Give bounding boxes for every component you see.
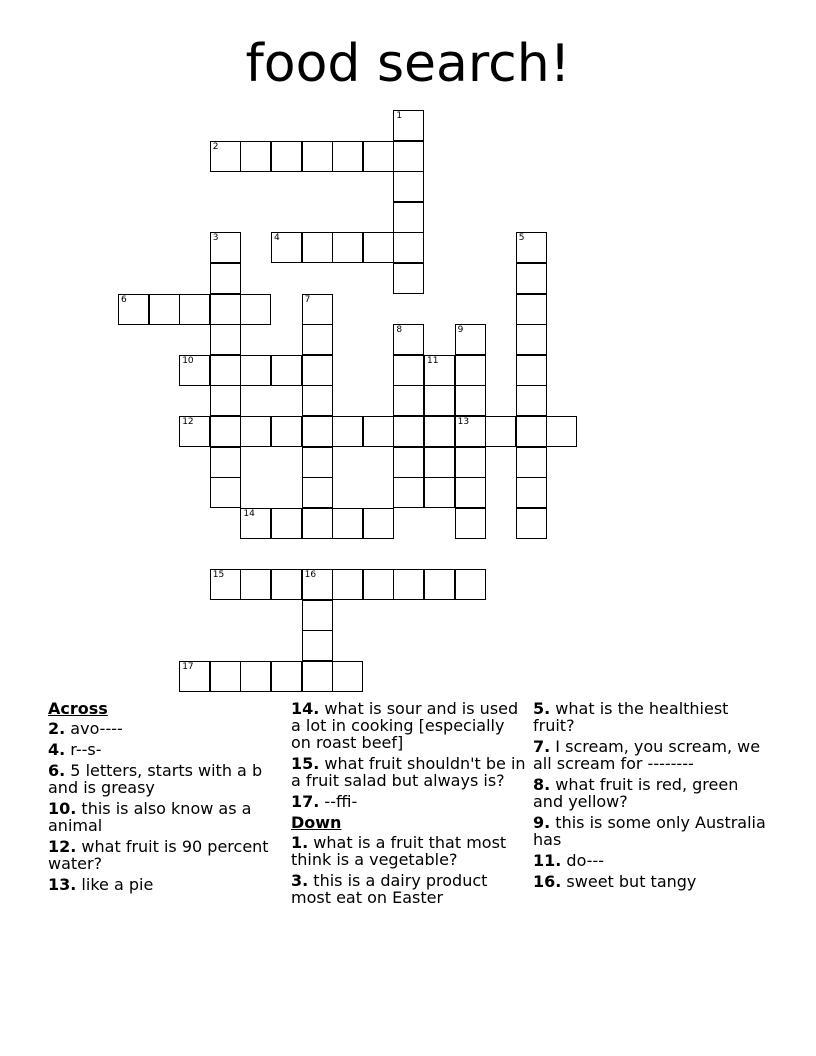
- grid-cell[interactable]: [516, 508, 547, 539]
- grid-cell[interactable]: [332, 569, 363, 600]
- clue-number-label: 14.: [291, 699, 320, 718]
- grid-cell[interactable]: [302, 141, 333, 172]
- grid-cell[interactable]: [424, 477, 455, 508]
- clue-number-label: 17.: [291, 792, 320, 811]
- grid-cell[interactable]: [302, 385, 333, 416]
- grid-cell[interactable]: [302, 508, 333, 539]
- clue-number-label: 1.: [291, 833, 309, 852]
- grid-cell[interactable]: [210, 355, 241, 386]
- across-heading: Across: [48, 699, 108, 718]
- grid-cell[interactable]: [516, 294, 547, 325]
- down-clues-continued: [533, 700, 773, 890]
- grid-cell[interactable]: [302, 447, 333, 478]
- clue-number: 13: [457, 417, 470, 427]
- grid-cell[interactable]: [302, 324, 333, 355]
- clue-text: --ffi-: [319, 792, 358, 811]
- grid-cell[interactable]: [455, 355, 486, 386]
- grid-cell[interactable]: [455, 324, 486, 355]
- grid-cell[interactable]: [455, 477, 486, 508]
- grid-cell[interactable]: [363, 508, 394, 539]
- grid-cell[interactable]: [393, 141, 424, 172]
- clue: [291, 700, 527, 751]
- clue-number: 15: [212, 570, 225, 580]
- grid-cell[interactable]: [271, 355, 302, 386]
- grid-cell[interactable]: [179, 294, 210, 325]
- grid-cell[interactable]: [302, 569, 333, 600]
- grid-cell[interactable]: [210, 141, 241, 172]
- clue: [533, 738, 773, 772]
- clue-text: what fruit is 90 percent water?: [48, 837, 269, 873]
- grid-cell[interactable]: [393, 416, 424, 447]
- clue: [291, 755, 527, 789]
- clue-number-label: 2.: [48, 719, 66, 738]
- clue-number: 5: [518, 233, 525, 244]
- grid-cell[interactable]: [393, 447, 424, 478]
- grid-cell[interactable]: [393, 355, 424, 386]
- grid-cell[interactable]: [210, 447, 241, 478]
- grid-cell[interactable]: [302, 477, 333, 508]
- clue: [291, 834, 527, 868]
- clue-text: what is the healthiest fruit?: [533, 699, 729, 735]
- clue-text: what is sour and is used a lot in cooking [especially on roast beef]: [291, 699, 519, 752]
- clue: [291, 872, 527, 906]
- grid-cell[interactable]: [393, 477, 424, 508]
- clue-column-3: [533, 700, 773, 894]
- grid-cell[interactable]: [332, 508, 363, 539]
- grid-cell[interactable]: [210, 385, 241, 416]
- grid-cell[interactable]: [393, 110, 424, 141]
- clue-number: 11: [427, 355, 439, 366]
- grid-cell[interactable]: [516, 324, 547, 355]
- grid-cell[interactable]: [516, 232, 547, 263]
- grid-cell[interactable]: [455, 447, 486, 478]
- clue-number: 4: [274, 233, 280, 244]
- grid-cell[interactable]: [332, 416, 363, 447]
- grid-cell[interactable]: [363, 141, 394, 172]
- clue-number-label: 7.: [533, 737, 551, 756]
- grid-cell[interactable]: [516, 477, 547, 508]
- grid-cell[interactable]: [210, 661, 241, 692]
- grid-cell[interactable]: [302, 232, 333, 263]
- grid-cell[interactable]: [332, 661, 363, 692]
- grid-cell[interactable]: [179, 416, 210, 447]
- down-clues: [291, 834, 527, 906]
- grid-cell[interactable]: [332, 141, 363, 172]
- clue-number-label: 16.: [533, 872, 562, 891]
- grid-cell[interactable]: [302, 600, 333, 631]
- clue-number: 7: [304, 294, 311, 305]
- page-title: food search!: [245, 34, 571, 94]
- clue-text: do---: [561, 851, 604, 870]
- grid-cell[interactable]: [179, 355, 210, 386]
- clue-number-label: 4.: [48, 740, 66, 759]
- clue-number: 12: [182, 417, 194, 427]
- grid-cell[interactable]: [393, 232, 424, 263]
- clue: [48, 762, 284, 796]
- grid-cell[interactable]: [424, 385, 455, 416]
- grid-cell[interactable]: [363, 232, 394, 263]
- grid-cell[interactable]: [240, 355, 271, 386]
- clue-number: 9: [457, 325, 464, 336]
- grid-cell[interactable]: [516, 447, 547, 478]
- clue: [533, 776, 773, 810]
- clue-number: 8: [396, 325, 403, 336]
- clue: [533, 700, 773, 734]
- clue: [48, 876, 284, 893]
- grid-cell[interactable]: [271, 569, 302, 600]
- clue-text: r--s-: [65, 740, 102, 759]
- clue-number-label: 6.: [48, 761, 66, 780]
- clue-text: sweet but tangy: [561, 872, 697, 891]
- clue-column-2: [291, 700, 527, 910]
- grid-cell[interactable]: [516, 416, 547, 447]
- clue-number-label: 12.: [48, 837, 77, 856]
- grid-cell[interactable]: [302, 416, 333, 447]
- clue-number: 14: [243, 508, 255, 519]
- clue-text: this is some only Australia has: [533, 813, 766, 849]
- grid-cell[interactable]: [210, 263, 241, 294]
- clue-number-label: 15.: [291, 754, 320, 773]
- clue-number: 10: [182, 355, 194, 366]
- grid-cell[interactable]: [271, 661, 302, 692]
- grid-cell[interactable]: [271, 141, 302, 172]
- clue-text: 5 letters, starts with a b and is greasy: [48, 761, 263, 797]
- clue: [291, 793, 527, 810]
- grid-cell[interactable]: [393, 171, 424, 202]
- clue-number: 6: [121, 294, 127, 305]
- clue-list: [0, 700, 816, 1000]
- across-clues: [48, 720, 284, 893]
- grid-cell[interactable]: [210, 569, 241, 600]
- clue-number: 3: [212, 233, 219, 244]
- grid-cell[interactable]: [363, 569, 394, 600]
- clue-number-label: 3.: [291, 871, 309, 890]
- grid-cell[interactable]: [516, 355, 547, 386]
- grid-cell[interactable]: [332, 232, 363, 263]
- clue-number-label: 11.: [533, 851, 562, 870]
- grid-cell[interactable]: [393, 263, 424, 294]
- grid-cell[interactable]: [240, 416, 271, 447]
- clue: [533, 873, 773, 890]
- grid-cell[interactable]: [546, 416, 577, 447]
- clue: [48, 720, 284, 737]
- grid-cell[interactable]: [118, 294, 149, 325]
- clue-text: what fruit shouldn't be in a fruit salad but always is?: [291, 754, 526, 790]
- grid-cell[interactable]: [393, 324, 424, 355]
- grid-cell[interactable]: [240, 508, 271, 539]
- grid-cell[interactable]: [393, 569, 424, 600]
- grid-cell[interactable]: [302, 661, 333, 692]
- clue: [533, 814, 773, 848]
- across-clues-continued: [291, 700, 527, 810]
- grid-cell[interactable]: [455, 416, 486, 447]
- clue-number-label: 8.: [533, 775, 551, 794]
- grid-cell[interactable]: [240, 661, 271, 692]
- grid-cell[interactable]: [393, 202, 424, 233]
- grid-cell[interactable]: [240, 569, 271, 600]
- clue: [48, 741, 284, 758]
- grid-cell[interactable]: [302, 294, 333, 325]
- grid-cell[interactable]: [302, 355, 333, 386]
- clue-number-label: 13.: [48, 875, 77, 894]
- grid-cell[interactable]: [363, 416, 394, 447]
- grid-cell[interactable]: [516, 385, 547, 416]
- grid-cell[interactable]: [424, 355, 455, 386]
- grid-cell[interactable]: [149, 294, 180, 325]
- grid-cell[interactable]: [210, 294, 241, 325]
- clue-number: 16: [304, 570, 317, 580]
- clue-text: what fruit is red, green and yellow?: [533, 775, 739, 811]
- clue-number-label: 9.: [533, 813, 551, 832]
- grid-cell[interactable]: [179, 661, 210, 692]
- grid-cell[interactable]: [302, 630, 333, 661]
- grid-cell[interactable]: [271, 232, 302, 263]
- clue-text: avo----: [65, 719, 123, 738]
- clue-column-1: [48, 700, 284, 897]
- grid-cell[interactable]: [210, 416, 241, 447]
- grid-cell[interactable]: [455, 508, 486, 539]
- grid-cell[interactable]: [485, 416, 516, 447]
- grid-cell[interactable]: [210, 324, 241, 355]
- grid-cell[interactable]: [210, 477, 241, 508]
- grid-cell[interactable]: [393, 385, 424, 416]
- grid-cell[interactable]: [210, 232, 241, 263]
- clue-text: I scream, you scream, we all scream for --------: [533, 737, 761, 773]
- grid-cell[interactable]: [240, 294, 271, 325]
- clue: [48, 838, 284, 872]
- clue-number-label: 5.: [533, 699, 551, 718]
- clue-text: this is also know as a animal: [48, 799, 252, 835]
- grid-cell[interactable]: [424, 416, 455, 447]
- grid-cell[interactable]: [271, 416, 302, 447]
- grid-cell[interactable]: [455, 569, 486, 600]
- grid-cell[interactable]: [455, 385, 486, 416]
- grid-cell[interactable]: [424, 569, 455, 600]
- grid-cell[interactable]: [516, 263, 547, 294]
- down-heading: Down: [291, 813, 342, 832]
- clue-number: 2: [212, 141, 219, 152]
- clue-text: this is a dairy product most eat on Easter: [291, 871, 488, 907]
- clue-number: 17: [182, 661, 194, 672]
- grid-cell[interactable]: [240, 141, 271, 172]
- clue: [48, 800, 284, 834]
- clue-number-label: 10.: [48, 799, 77, 818]
- clue-text: what is a fruit that most think is a vegetable?: [291, 833, 507, 869]
- clue-number: 1: [396, 111, 403, 121]
- grid-cell[interactable]: [271, 508, 302, 539]
- clue-text: like a pie: [76, 875, 154, 894]
- grid-cell[interactable]: [424, 447, 455, 478]
- clue: [533, 852, 773, 869]
